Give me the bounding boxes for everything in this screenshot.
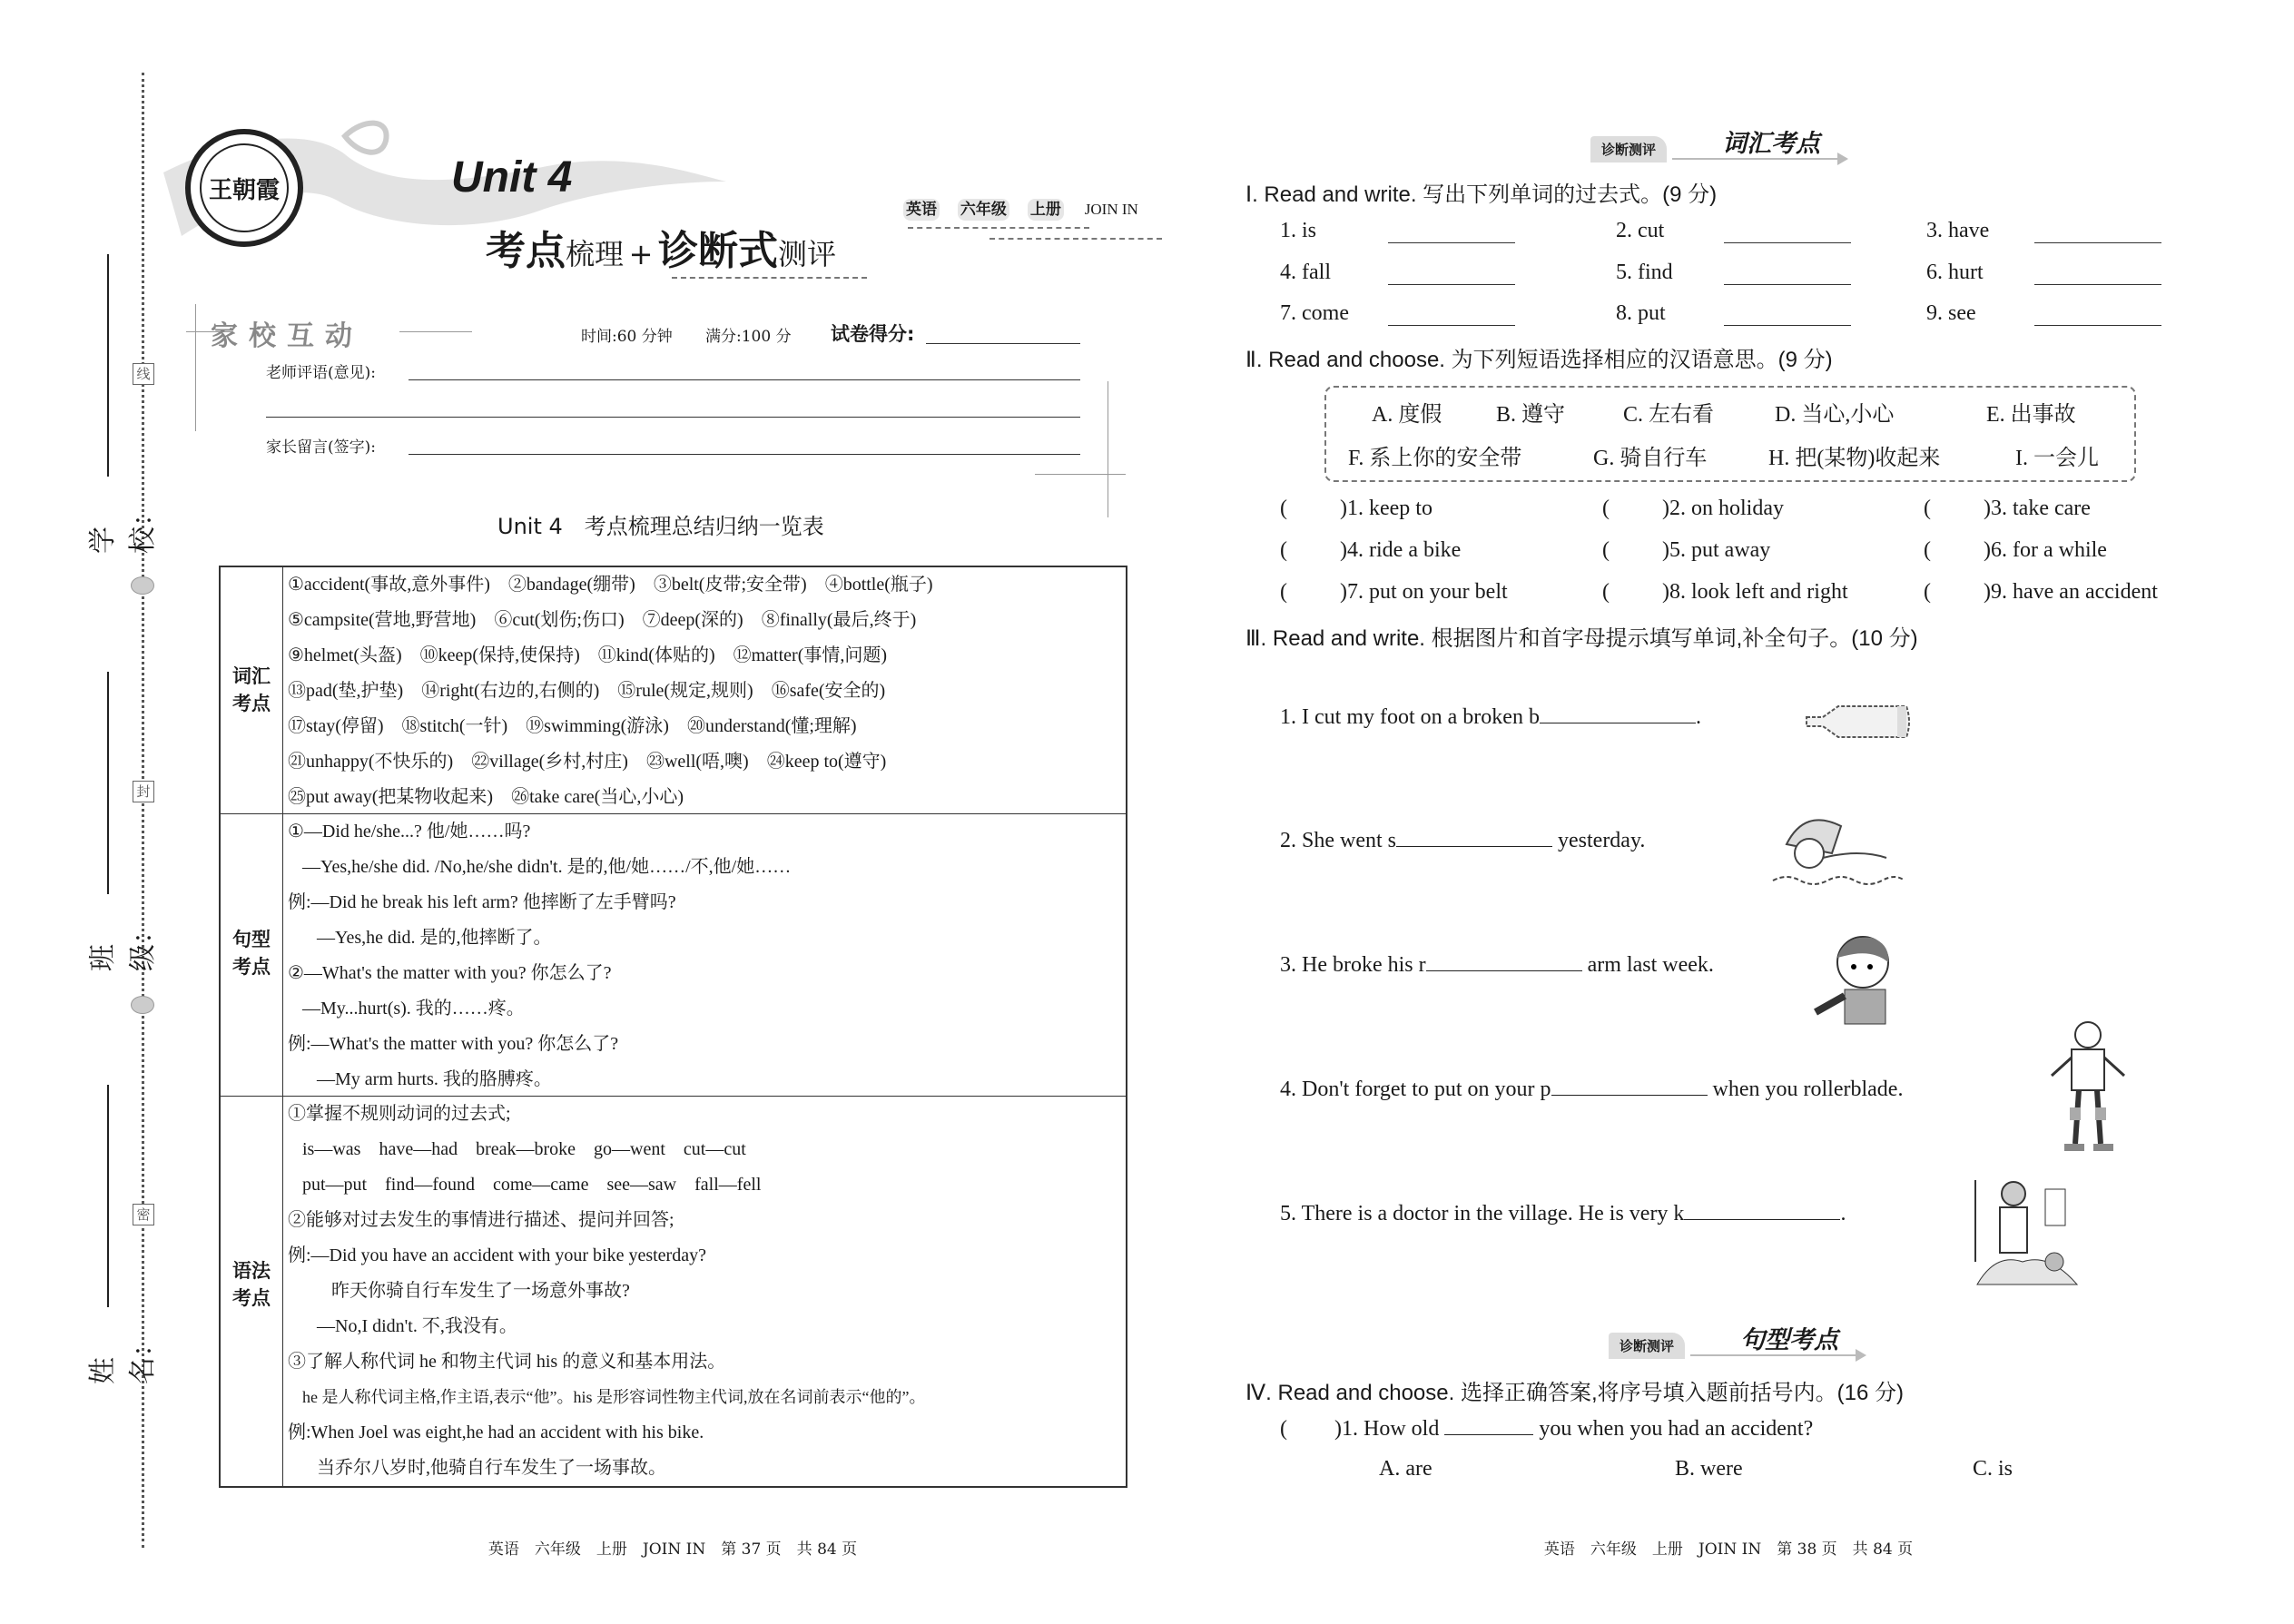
- part1-heading: Ⅰ. Read and write. 写出下列单词的过去式。(9 分): [1245, 182, 1718, 207]
- sentence-end: .: [1695, 705, 1701, 729]
- choice-option: C. 左右看: [1623, 403, 1715, 427]
- school-field[interactable]: [80, 254, 159, 554]
- label-line: 考点: [232, 692, 271, 714]
- dashed-divider: [672, 277, 867, 279]
- time-limit: 时间:60 分钟: [581, 328, 673, 346]
- logo-text: 王朝霞: [200, 143, 289, 232]
- answer-bracket[interactable]: (: [1924, 538, 1931, 562]
- question-text: you when you had an accident?: [1533, 1417, 1814, 1441]
- sentence-line: —My...hurt(s). 我的……疼。: [302, 999, 525, 1019]
- section-title: 句型考点: [1740, 1326, 1838, 1354]
- choice-option: H. 把(某物)收起来: [1768, 447, 1941, 470]
- word-item: 3. have: [1926, 219, 1990, 242]
- answer-bracket[interactable]: (: [1602, 538, 1610, 562]
- title-part: 测评: [777, 237, 836, 271]
- grammar-line: ③了解人称代词 he 和物主代词 his 的意义和基本用法。: [288, 1352, 726, 1372]
- answer-blank[interactable]: [2034, 242, 2161, 243]
- choice-option: A. 度假: [1372, 403, 1442, 427]
- word-item: 9. see: [1926, 301, 1976, 325]
- answer-bracket[interactable]: (: [1602, 497, 1610, 520]
- choice-option: D. 当心,小心: [1775, 403, 1895, 427]
- table-title: Unit 4 考点梳理总结归纳一览表: [497, 514, 824, 539]
- phrase-text: 4. ride a bike: [1347, 538, 1462, 562]
- word-item: 4. fall: [1280, 261, 1331, 284]
- phrase-text: 8. look left and right: [1669, 580, 1848, 604]
- vocab-line: ⑤campsite(营地,野营地) ⑥cut(划伤;伤口) ⑦deep(深的) ⑧finally(最后,终于): [288, 610, 917, 630]
- choice-option: B. 遵守: [1496, 403, 1566, 427]
- vocab-line: ①accident(事故,意外事件) ②bandage(绷带) ③belt(皮带;安全带) ④bottle(瓶子): [288, 575, 933, 595]
- school-line[interactable]: [107, 254, 109, 477]
- home-school-heading: 家校互动: [211, 320, 363, 352]
- answer-blank[interactable]: [1724, 284, 1851, 285]
- unit-title: Unit 4: [451, 153, 573, 202]
- grammar-line: is—was have—had break—broke go—went cut—cut: [302, 1139, 746, 1159]
- phrase-item: ( )8. look left and right: [1602, 580, 1848, 604]
- question-text: )1. How old: [1334, 1417, 1445, 1441]
- grammar-line: he 是人称代词主格,作主语,表示“他”。his 是形容词性物主代词,放在名词前表示“他的”。: [302, 1388, 926, 1406]
- word-item: 7. come: [1280, 301, 1349, 325]
- answer-blank[interactable]: [1396, 828, 1552, 847]
- phrase-text: 9. have an accident: [1991, 580, 2158, 604]
- fill-sentence: [1280, 828, 1645, 853]
- rollerblader-picture: [2043, 1017, 2133, 1157]
- tag-volume: 上册: [1028, 199, 1064, 221]
- parent-note-label: 家长留言(签字):: [266, 438, 376, 457]
- title-plus: +: [628, 237, 654, 271]
- vocab-cell: [288, 567, 1122, 815]
- answer-blank[interactable]: [1444, 1416, 1533, 1435]
- sentence-line: ②—What's the matter with you? 你怎么了?: [288, 963, 612, 983]
- answer-bracket[interactable]: (: [1280, 1417, 1287, 1441]
- answer-blank[interactable]: [2034, 284, 2161, 285]
- grammar-line: 当乔尔八岁时,他骑自行车发生了一场事故。: [317, 1458, 666, 1478]
- bottle-picture: [1797, 699, 1915, 744]
- word-item: 2. cut: [1616, 219, 1665, 242]
- answer-blank[interactable]: [1551, 1077, 1708, 1096]
- sentence-start: 5. There is a doctor in the village. He is very k: [1280, 1202, 1685, 1225]
- vocab-line: ㉕put away(把某物收起来) ㉖take care(当心,小心): [288, 787, 684, 807]
- grammar-line: put—put find—found come—came see—saw fall—fell: [302, 1175, 762, 1195]
- label-line: 词汇: [232, 664, 271, 687]
- choice-option: E. 出事故: [1986, 403, 2076, 427]
- sentence-start: 4. Don't forget to put on your p: [1280, 1078, 1551, 1101]
- label-line: 语法: [232, 1259, 271, 1282]
- phrase-text: 5. put away: [1669, 538, 1771, 562]
- answer-bracket[interactable]: (: [1280, 497, 1287, 520]
- sentence-line: 例:—What's the matter with you? 你怎么了?: [288, 1034, 619, 1054]
- teacher-comment-field[interactable]: [409, 379, 1080, 380]
- class-line[interactable]: [107, 672, 109, 894]
- sentence-line: —Yes,he did. 是的,他摔断了。: [317, 928, 552, 948]
- sentence-end: yesterday.: [1552, 829, 1646, 852]
- phrase-text: 1. keep to: [1347, 497, 1433, 520]
- answer-bracket[interactable]: (: [1924, 497, 1931, 520]
- phrase-item: ( )7. put on your belt: [1280, 580, 1508, 604]
- swimming-picture: [1768, 808, 1905, 890]
- grammar-cell: [288, 1097, 1122, 1486]
- name-label: 姓名：: [87, 1330, 159, 1384]
- section-tab: 诊断测评: [1590, 136, 1667, 162]
- answer-blank[interactable]: [1388, 242, 1515, 243]
- answer-blank[interactable]: [2034, 325, 2161, 326]
- phrase-text: 3. take care: [1991, 497, 2091, 520]
- divider: [195, 304, 196, 431]
- sentence-end: when you rollerblade.: [1707, 1078, 1904, 1101]
- title-part: 梳理: [566, 237, 625, 271]
- sentence-line: —Yes,he/she did. /No,he/she didn't. 是的,他/她……/不,他/她……: [302, 857, 792, 877]
- answer-blank[interactable]: [1724, 325, 1851, 326]
- sentence-start: 1. I cut my foot on a broken b: [1280, 705, 1540, 729]
- title-part: 考点: [486, 228, 566, 274]
- section-title: 词汇考点: [1722, 130, 1820, 158]
- sentence-line: —My arm hurts. 我的胳膊疼。: [317, 1069, 552, 1089]
- word-item: 8. put: [1616, 301, 1666, 325]
- page-title: [486, 218, 836, 276]
- dashed-divider: [989, 238, 1162, 240]
- choice-option: G. 骑自行车: [1593, 447, 1708, 470]
- hurt-arm-boy-picture: [1808, 930, 1908, 1026]
- fill-sentence: [1280, 1201, 1846, 1226]
- sentence-line: 例:—Did he break his left arm? 他摔断了左手臂吗?: [288, 892, 676, 912]
- part4-question-1: [1280, 1416, 1813, 1442]
- seal-mark-secret: 密: [133, 1204, 154, 1225]
- answer-bracket[interactable]: (: [1280, 538, 1287, 562]
- answer-bracket[interactable]: (: [1280, 580, 1287, 604]
- title-part: 诊断式: [657, 228, 778, 274]
- answer-blank[interactable]: [1388, 284, 1515, 285]
- column-divider: [282, 567, 283, 1486]
- phrase-item: ( )2. on holiday: [1602, 497, 1784, 520]
- score-field[interactable]: [926, 343, 1080, 344]
- phrase-item: ( )5. put away: [1602, 538, 1771, 562]
- class-field[interactable]: [80, 672, 159, 971]
- fill-sentence: [1280, 704, 1701, 730]
- answer-blank[interactable]: [1540, 704, 1696, 723]
- book-tag: [903, 196, 1154, 219]
- phrase-item: ( )6. for a while: [1924, 538, 2107, 562]
- part2-heading: Ⅱ. Read and choose. 为下列短语选择相应的汉语意思。(9 分): [1245, 348, 1833, 372]
- summary-table: [219, 566, 1127, 1488]
- vocab-line: ㉑unhappy(不快乐的) ㉒village(乡村,村庄) ㉓well(唔,噢) ㉔keep to(遵守): [288, 752, 887, 772]
- seal-mark-line: 线: [133, 363, 154, 385]
- full-score: 满分:100 分: [705, 328, 792, 346]
- name-field[interactable]: [80, 1085, 159, 1384]
- choice-option: F. 系上你的安全带: [1348, 447, 1522, 470]
- answer-blank[interactable]: [1426, 952, 1582, 971]
- sentence-start: 2. She went s: [1280, 829, 1396, 852]
- phrase-item: ( )3. take care: [1924, 497, 2091, 520]
- smiley-icon: [131, 576, 154, 595]
- phrase-item: ( )1. keep to: [1280, 497, 1433, 520]
- vocab-line: ⑬pad(垫,护垫) ⑭right(右边的,右侧的) ⑮rule(规定,规则) ⑯safe(安全的): [288, 681, 886, 701]
- smiley-icon: [131, 996, 154, 1014]
- phrase-text: 7. put on your belt: [1347, 580, 1508, 604]
- page-footer-left: 英语 六年级 上册 JOIN IN 第 37 页 共 84 页: [487, 1540, 858, 1559]
- section-header-sentence: [1609, 1324, 1899, 1360]
- row-label-vocab: [221, 663, 282, 717]
- dashed-divider: [908, 227, 1089, 229]
- tag-grade: 六年级: [958, 199, 1009, 221]
- binding-cut-line: [142, 73, 144, 1548]
- phrase-item: ( )9. have an accident: [1924, 580, 2158, 604]
- parent-note-field[interactable]: [409, 454, 1080, 455]
- grammar-line: 例:When Joel was eight,he had an accident with his bike.: [288, 1422, 704, 1442]
- grammar-line: 例:—Did you have an accident with your bike yesterday?: [288, 1245, 706, 1265]
- word-item: 1. is: [1280, 219, 1317, 242]
- label-line: 考点: [232, 1286, 271, 1309]
- school-label: 学校：: [87, 499, 159, 554]
- answer-blank[interactable]: [1684, 1201, 1840, 1220]
- grammar-line: ②能够对过去发生的事情进行描述、提问并回答;: [288, 1210, 674, 1230]
- row-label-grammar: [221, 1257, 282, 1312]
- name-line[interactable]: [107, 1085, 109, 1307]
- publisher-logo: [185, 129, 303, 247]
- grammar-line: 昨天你骑自行车发生了一场意外事故?: [331, 1281, 630, 1301]
- class-label: 班级：: [87, 917, 159, 971]
- divider: [1035, 474, 1126, 475]
- teacher-comment-label: 老师评语(意见):: [266, 364, 376, 382]
- section-header-vocab: [1590, 127, 1881, 163]
- answer-blank[interactable]: [1388, 325, 1515, 326]
- grammar-line: —No,I didn't. 不,我没有。: [317, 1316, 517, 1336]
- label-line: 句型: [232, 928, 271, 950]
- score-label: 试卷得分:: [831, 323, 915, 345]
- doctor-picture: [1968, 1171, 2082, 1289]
- label-line: 考点: [232, 955, 271, 978]
- answer-bracket[interactable]: (: [1602, 580, 1610, 604]
- phrase-item: ( )4. ride a bike: [1280, 538, 1462, 562]
- divider: [399, 331, 472, 332]
- tag-subject: 英语: [903, 199, 940, 221]
- section-tab: 诊断测评: [1609, 1333, 1685, 1359]
- phrase-text: 2. on holiday: [1669, 497, 1784, 520]
- fill-sentence: [1280, 952, 1714, 978]
- sentence-end: arm last week.: [1581, 953, 1714, 977]
- page-footer-right: 英语 六年级 上册 JOIN IN 第 38 页 共 84 页: [1543, 1540, 1914, 1559]
- word-item: 5. find: [1616, 261, 1673, 284]
- word-item: 6. hurt: [1926, 261, 1984, 284]
- answer-bracket[interactable]: (: [1924, 580, 1931, 604]
- tag-edition: JOIN IN: [1084, 201, 1138, 218]
- answer-blank[interactable]: [1724, 242, 1851, 243]
- part3-heading: Ⅲ. Read and write. 根据图片和首字母提示填写单词,补全句子。(10 分): [1245, 626, 1918, 651]
- choice-option: I. 一会儿: [2015, 447, 2099, 470]
- sentence-line: ①—Did he/she...? 他/她……吗?: [288, 822, 531, 842]
- option-a: A. are: [1379, 1457, 1433, 1481]
- part4-heading: Ⅳ. Read and choose. 选择正确答案,将序号填入题前括号内。(16 分): [1245, 1381, 1904, 1405]
- teacher-comment-field-line2[interactable]: [266, 417, 1080, 418]
- fill-sentence: [1280, 1077, 1903, 1102]
- phrase-text: 6. for a while: [1991, 538, 2107, 562]
- seal-mark-seal: 封: [133, 781, 154, 802]
- sentence-cell: [288, 814, 1122, 1097]
- option-c: C. is: [1973, 1457, 2013, 1481]
- vocab-line: ⑨helmet(头盔) ⑩keep(保持,使保持) ⑪kind(体贴的) ⑫matter(事情,问题): [288, 645, 888, 665]
- option-b: B. were: [1675, 1457, 1743, 1481]
- sentence-start: 3. He broke his r: [1280, 953, 1426, 977]
- vocab-line: ⑰stay(停留) ⑱stitch(一针) ⑲swimming(游泳) ⑳understand(懂;理解): [288, 716, 857, 736]
- sentence-end: .: [1840, 1202, 1846, 1225]
- row-label-sentence: [221, 926, 282, 980]
- grammar-line: ①掌握不规则动词的过去式;: [288, 1104, 511, 1124]
